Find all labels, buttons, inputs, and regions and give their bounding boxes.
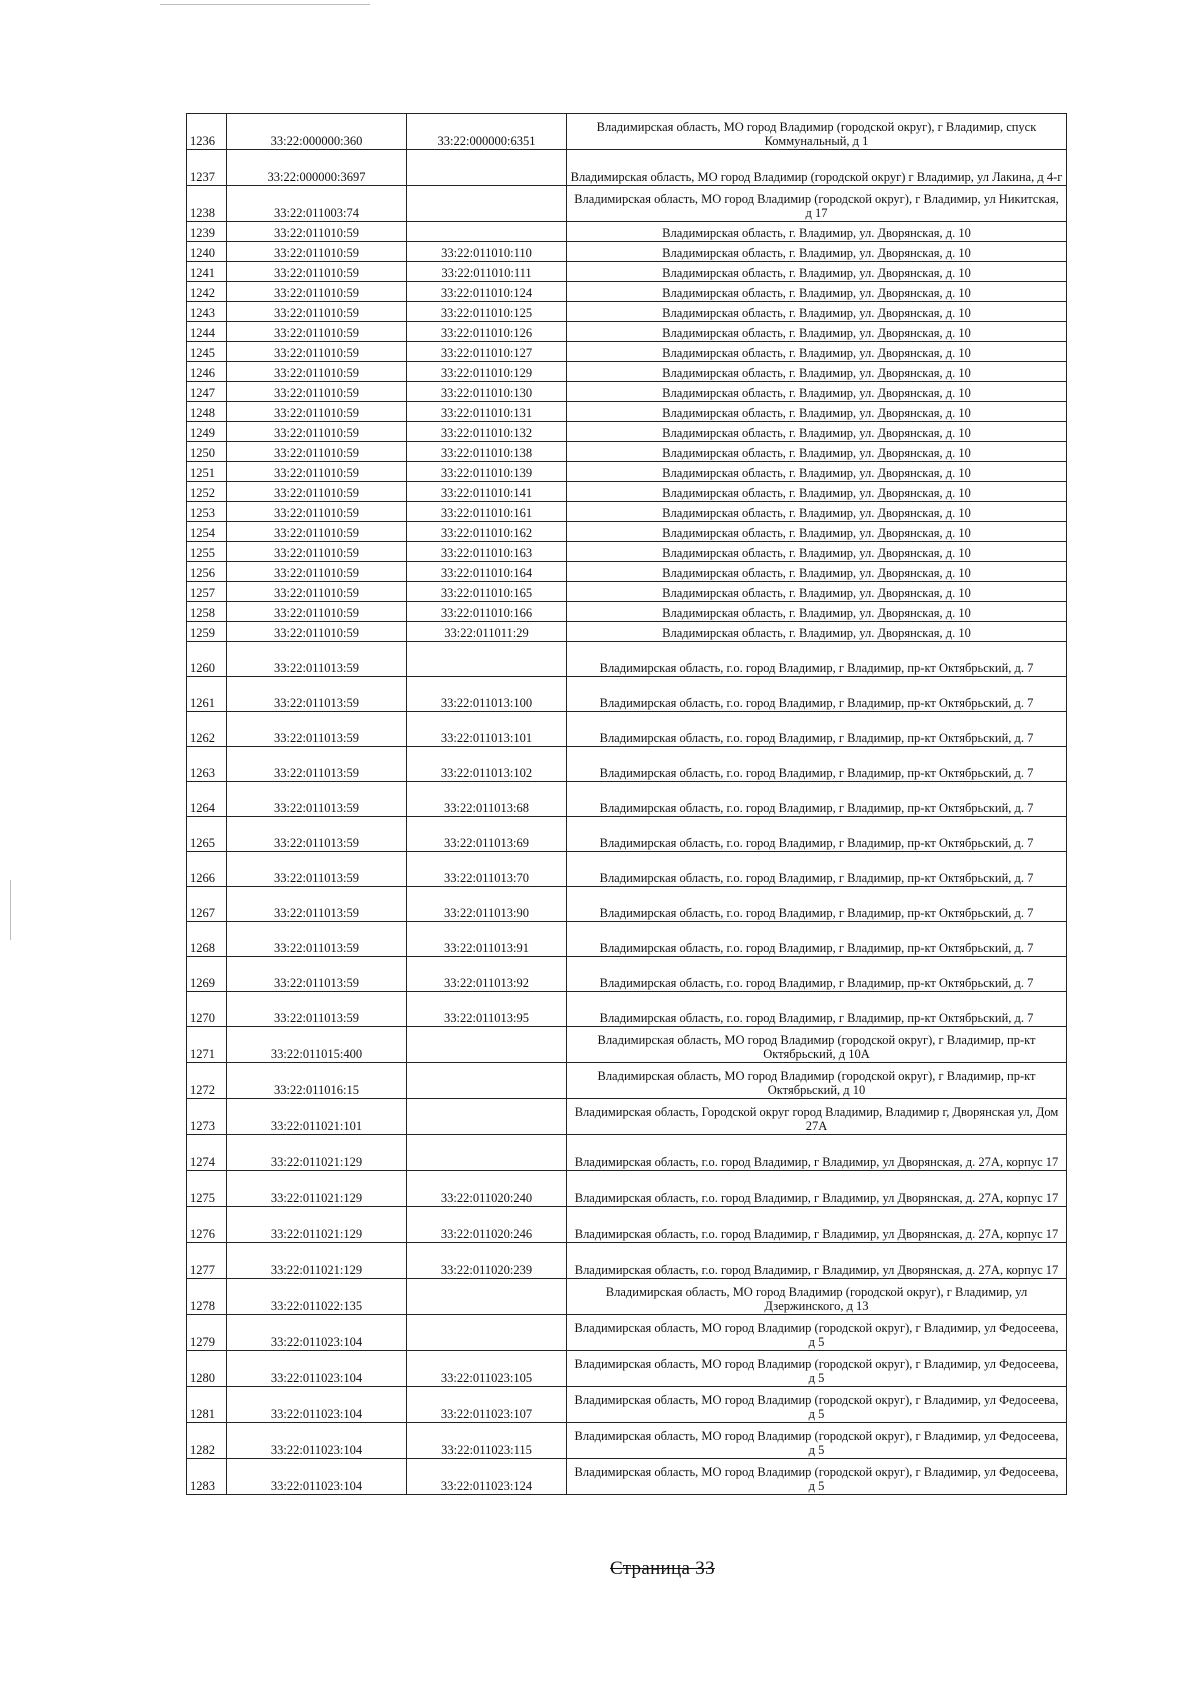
cadastral-number-cell: 33:22:011010:59	[227, 622, 407, 642]
cadastral-number-cell: 33:22:011013:59	[227, 957, 407, 992]
table-row	[187, 402, 1067, 422]
linked-cadastral-number-cell: 33:22:011010:138	[407, 442, 567, 462]
linked-cadastral-number-cell: 33:22:011010:163	[407, 542, 567, 562]
address-cell: Владимирская область, г. Владимир, ул. Дворянская, д. 10	[567, 482, 1067, 502]
address-cell: Владимирская область, г. Владимир, ул. Дворянская, д. 10	[567, 522, 1067, 542]
row-number-cell: 1236	[187, 114, 227, 150]
address-cell: Владимирская область, МО город Владимир (городской округ) г Владимир, ул Лакина, д 4-г	[567, 150, 1067, 186]
cadastral-number-cell: 33:22:011010:59	[227, 342, 407, 362]
linked-cadastral-number-cell: 33:22:011013:69	[407, 817, 567, 852]
cadastral-number-cell: 33:22:011010:59	[227, 402, 407, 422]
table-row	[187, 186, 1067, 222]
address-cell: Владимирская область, г. Владимир, ул. Дворянская, д. 10	[567, 402, 1067, 422]
address-cell: Владимирская область, г. Владимир, ул. Дворянская, д. 10	[567, 282, 1067, 302]
table-row	[187, 262, 1067, 282]
cadastral-number-cell: 33:22:011013:59	[227, 712, 407, 747]
linked-cadastral-number-cell: 33:22:011010:124	[407, 282, 567, 302]
table-row	[187, 462, 1067, 482]
row-number-cell: 1246	[187, 362, 227, 382]
cadastral-number-cell: 33:22:011013:59	[227, 922, 407, 957]
cadastral-number-cell: 33:22:011010:59	[227, 362, 407, 382]
address-cell: Владимирская область, г. Владимир, ул. Дворянская, д. 10	[567, 622, 1067, 642]
linked-cadastral-number-cell: 33:22:011010:127	[407, 342, 567, 362]
row-number-cell: 1281	[187, 1387, 227, 1423]
address-cell: Владимирская область, г.о. город Владимир, г Владимир, пр-кт Октябрьский, д. 7	[567, 782, 1067, 817]
row-number-cell: 1267	[187, 887, 227, 922]
row-number-cell: 1263	[187, 747, 227, 782]
linked-cadastral-number-cell: 33:22:011010:165	[407, 582, 567, 602]
linked-cadastral-number-cell: 33:22:011010:141	[407, 482, 567, 502]
row-number-cell: 1262	[187, 712, 227, 747]
table-row	[187, 1351, 1067, 1387]
linked-cadastral-number-cell	[407, 186, 567, 222]
address-cell: Владимирская область, г.о. город Владимир, г Владимир, пр-кт Октябрьский, д. 7	[567, 887, 1067, 922]
address-cell: Владимирская область, г. Владимир, ул. Дворянская, д. 10	[567, 582, 1067, 602]
linked-cadastral-number-cell: 33:22:011020:240	[407, 1171, 567, 1207]
cadastral-number-cell: 33:22:011010:59	[227, 302, 407, 322]
linked-cadastral-number-cell	[407, 1063, 567, 1099]
cadastral-number-cell: 33:22:011010:59	[227, 282, 407, 302]
row-number-cell: 1239	[187, 222, 227, 242]
table-row	[187, 622, 1067, 642]
linked-cadastral-number-cell: 33:22:011010:126	[407, 322, 567, 342]
table-row	[187, 362, 1067, 382]
row-number-cell: 1283	[187, 1459, 227, 1495]
cadastral-number-cell: 33:22:011021:129	[227, 1207, 407, 1243]
cadastral-number-cell: 33:22:011003:74	[227, 186, 407, 222]
linked-cadastral-number-cell: 33:22:011020:246	[407, 1207, 567, 1243]
cadastral-number-cell: 33:22:011021:129	[227, 1135, 407, 1171]
linked-cadastral-number-cell: 33:22:011023:115	[407, 1423, 567, 1459]
table-row	[187, 222, 1067, 242]
address-cell: Владимирская область, г.о. город Владимир, г Владимир, ул Дворянская, д. 27А, корпус 17	[567, 1135, 1067, 1171]
row-number-cell: 1238	[187, 186, 227, 222]
linked-cadastral-number-cell	[407, 1315, 567, 1351]
table-row	[187, 1207, 1067, 1243]
linked-cadastral-number-cell: 33:22:011023:105	[407, 1351, 567, 1387]
row-number-cell: 1253	[187, 502, 227, 522]
linked-cadastral-number-cell: 33:22:011010:130	[407, 382, 567, 402]
address-cell: Владимирская область, г. Владимир, ул. Дворянская, д. 10	[567, 342, 1067, 362]
address-cell: Владимирская область, г. Владимир, ул. Дворянская, д. 10	[567, 462, 1067, 482]
cadastral-number-cell: 33:22:011023:104	[227, 1387, 407, 1423]
address-cell: Владимирская область, г. Владимир, ул. Дворянская, д. 10	[567, 222, 1067, 242]
table-row	[187, 602, 1067, 622]
cadastral-number-cell: 33:22:011021:129	[227, 1171, 407, 1207]
cadastral-number-cell: 33:22:011013:59	[227, 642, 407, 677]
cadastral-number-cell: 33:22:011022:135	[227, 1279, 407, 1315]
row-number-cell: 1244	[187, 322, 227, 342]
address-cell: Владимирская область, г.о. город Владимир, г Владимир, ул Дворянская, д. 27А, корпус 17	[567, 1243, 1067, 1279]
linked-cadastral-number-cell	[407, 1135, 567, 1171]
linked-cadastral-number-cell	[407, 1279, 567, 1315]
linked-cadastral-number-cell: 33:22:011013:91	[407, 922, 567, 957]
address-cell: Владимирская область, г.о. город Владимир, г Владимир, пр-кт Октябрьский, д. 7	[567, 642, 1067, 677]
table-row	[187, 1099, 1067, 1135]
table-row	[187, 817, 1067, 852]
table-row	[187, 150, 1067, 186]
cadastral-number-cell: 33:22:011016:15	[227, 1063, 407, 1099]
cadastral-number-cell: 33:22:011013:59	[227, 852, 407, 887]
row-number-cell: 1271	[187, 1027, 227, 1063]
cadastral-number-cell: 33:22:011010:59	[227, 382, 407, 402]
registry-table	[186, 113, 1067, 1495]
address-cell: Владимирская область, МО город Владимир (городской округ), г Владимир, ул Никитская, д 17	[567, 186, 1067, 222]
address-cell: Владимирская область, МО город Владимир (городской округ), г Владимир, ул Федосеева, д 5	[567, 1387, 1067, 1423]
row-number-cell: 1280	[187, 1351, 227, 1387]
row-number-cell: 1270	[187, 992, 227, 1027]
address-cell: Владимирская область, МО город Владимир (городской округ), г Владимир, пр-кт Октябрьский, д 10А	[567, 1027, 1067, 1063]
table-row	[187, 1423, 1067, 1459]
linked-cadastral-number-cell: 33:22:011010:131	[407, 402, 567, 422]
table-row	[187, 1063, 1067, 1099]
cadastral-number-cell: 33:22:011010:59	[227, 602, 407, 622]
address-cell: Владимирская область, г.о. город Владимир, г Владимир, ул Дворянская, д. 27А, корпус 17	[567, 1171, 1067, 1207]
table-row	[187, 582, 1067, 602]
cadastral-number-cell: 33:22:011023:104	[227, 1351, 407, 1387]
address-cell: Владимирская область, г.о. город Владимир, г Владимир, пр-кт Октябрьский, д. 7	[567, 957, 1067, 992]
row-number-cell: 1252	[187, 482, 227, 502]
table-row	[187, 642, 1067, 677]
address-cell: Владимирская область, г.о. город Владимир, г Владимир, пр-кт Октябрьский, д. 7	[567, 747, 1067, 782]
table-row	[187, 322, 1067, 342]
linked-cadastral-number-cell: 33:22:011013:95	[407, 992, 567, 1027]
address-cell: Владимирская область, МО город Владимир (городской округ), г Владимир, ул Федосеева, д 5	[567, 1315, 1067, 1351]
row-number-cell: 1269	[187, 957, 227, 992]
table-row	[187, 382, 1067, 402]
cadastral-number-cell: 33:22:011015:400	[227, 1027, 407, 1063]
row-number-cell: 1274	[187, 1135, 227, 1171]
address-cell: Владимирская область, г.о. город Владимир, г Владимир, пр-кт Октябрьский, д. 7	[567, 852, 1067, 887]
cadastral-number-cell: 33:22:011010:59	[227, 462, 407, 482]
cadastral-number-cell: 33:22:011010:59	[227, 502, 407, 522]
row-number-cell: 1279	[187, 1315, 227, 1351]
table-row	[187, 1459, 1067, 1495]
cadastral-number-cell: 33:22:011013:59	[227, 992, 407, 1027]
linked-cadastral-number-cell: 33:22:011010:139	[407, 462, 567, 482]
cadastral-number-cell: 33:22:011010:59	[227, 262, 407, 282]
address-cell: Владимирская область, г.о. город Владимир, г Владимир, пр-кт Октябрьский, д. 7	[567, 922, 1067, 957]
cadastral-number-cell: 33:22:011010:59	[227, 482, 407, 502]
cadastral-number-cell: 33:22:011010:59	[227, 242, 407, 262]
row-number-cell: 1264	[187, 782, 227, 817]
row-number-cell: 1255	[187, 542, 227, 562]
address-cell: Владимирская область, г. Владимир, ул. Дворянская, д. 10	[567, 262, 1067, 282]
row-number-cell: 1268	[187, 922, 227, 957]
address-cell: Владимирская область, г. Владимир, ул. Дворянская, д. 10	[567, 242, 1067, 262]
address-cell: Владимирская область, г. Владимир, ул. Дворянская, д. 10	[567, 502, 1067, 522]
table-row	[187, 114, 1067, 150]
linked-cadastral-number-cell	[407, 1099, 567, 1135]
table-row	[187, 282, 1067, 302]
address-cell: Владимирская область, МО город Владимир (городской округ), г Владимир, ул Федосеева, д 5	[567, 1351, 1067, 1387]
cadastral-number-cell: 33:22:000000:3697	[227, 150, 407, 186]
cadastral-number-cell: 33:22:011010:59	[227, 442, 407, 462]
row-number-cell: 1250	[187, 442, 227, 462]
linked-cadastral-number-cell: 33:22:011011:29	[407, 622, 567, 642]
row-number-cell: 1248	[187, 402, 227, 422]
linked-cadastral-number-cell: 33:22:011010:164	[407, 562, 567, 582]
address-cell: Владимирская область, г. Владимир, ул. Дворянская, д. 10	[567, 422, 1067, 442]
linked-cadastral-number-cell: 33:22:011013:68	[407, 782, 567, 817]
linked-cadastral-number-cell: 33:22:011010:111	[407, 262, 567, 282]
linked-cadastral-number-cell	[407, 150, 567, 186]
cadastral-number-cell: 33:22:011013:59	[227, 677, 407, 712]
row-number-cell: 1265	[187, 817, 227, 852]
row-number-cell: 1277	[187, 1243, 227, 1279]
address-cell: Владимирская область, г. Владимир, ул. Дворянская, д. 10	[567, 322, 1067, 342]
address-cell: Владимирская область, МО город Владимир (городской округ), г Владимир, пр-кт Октябрьский, д 10	[567, 1063, 1067, 1099]
scan-mark-left-edge	[10, 880, 11, 940]
linked-cadastral-number-cell: 33:22:011013:100	[407, 677, 567, 712]
page-footer: Страница 33	[610, 1558, 715, 1579]
row-number-cell: 1237	[187, 150, 227, 186]
row-number-cell: 1243	[187, 302, 227, 322]
cadastral-number-cell: 33:22:011021:129	[227, 1243, 407, 1279]
linked-cadastral-number-cell: 33:22:000000:6351	[407, 114, 567, 150]
linked-cadastral-number-cell: 33:22:011013:70	[407, 852, 567, 887]
linked-cadastral-number-cell: 33:22:011023:124	[407, 1459, 567, 1495]
table-row	[187, 887, 1067, 922]
address-cell: Владимирская область, МО город Владимир (городской округ), г Владимир, ул Дзержинского, д 13	[567, 1279, 1067, 1315]
address-cell: Владимирская область, г. Владимир, ул. Дворянская, д. 10	[567, 382, 1067, 402]
cadastral-number-cell: 33:22:011013:59	[227, 887, 407, 922]
table-row	[187, 782, 1067, 817]
linked-cadastral-number-cell: 33:22:011010:161	[407, 502, 567, 522]
row-number-cell: 1251	[187, 462, 227, 482]
row-number-cell: 1245	[187, 342, 227, 362]
linked-cadastral-number-cell	[407, 642, 567, 677]
row-number-cell: 1240	[187, 242, 227, 262]
table-row	[187, 957, 1067, 992]
linked-cadastral-number-cell	[407, 222, 567, 242]
row-number-cell: 1273	[187, 1099, 227, 1135]
linked-cadastral-number-cell: 33:22:011013:101	[407, 712, 567, 747]
linked-cadastral-number-cell: 33:22:011013:102	[407, 747, 567, 782]
table-row	[187, 442, 1067, 462]
row-number-cell: 1261	[187, 677, 227, 712]
table-row	[187, 482, 1067, 502]
linked-cadastral-number-cell: 33:22:011020:239	[407, 1243, 567, 1279]
linked-cadastral-number-cell: 33:22:011013:92	[407, 957, 567, 992]
cadastral-number-cell: 33:22:011010:59	[227, 322, 407, 342]
row-number-cell: 1278	[187, 1279, 227, 1315]
row-number-cell: 1258	[187, 602, 227, 622]
row-number-cell: 1282	[187, 1423, 227, 1459]
row-number-cell: 1249	[187, 422, 227, 442]
table-row	[187, 747, 1067, 782]
cadastral-number-cell: 33:22:011023:104	[227, 1315, 407, 1351]
linked-cadastral-number-cell: 33:22:011013:90	[407, 887, 567, 922]
table-row	[187, 1387, 1067, 1423]
table-row	[187, 1027, 1067, 1063]
address-cell: Владимирская область, г.о. город Владимир, г Владимир, пр-кт Октябрьский, д. 7	[567, 677, 1067, 712]
row-number-cell: 1256	[187, 562, 227, 582]
table-row	[187, 522, 1067, 542]
table-row	[187, 1135, 1067, 1171]
cadastral-number-cell: 33:22:011010:59	[227, 222, 407, 242]
cadastral-number-cell: 33:22:011013:59	[227, 747, 407, 782]
cadastral-number-cell: 33:22:011023:104	[227, 1459, 407, 1495]
scan-mark-top-line	[160, 4, 370, 5]
cadastral-number-cell: 33:22:000000:360	[227, 114, 407, 150]
cadastral-number-cell: 33:22:011021:101	[227, 1099, 407, 1135]
address-cell: Владимирская область, МО город Владимир (городской округ), г Владимир, спуск Коммунальный, д 1	[567, 114, 1067, 150]
address-cell: Владимирская область, г. Владимир, ул. Дворянская, д. 10	[567, 542, 1067, 562]
cadastral-number-cell: 33:22:011010:59	[227, 422, 407, 442]
cadastral-number-cell: 33:22:011013:59	[227, 782, 407, 817]
row-number-cell: 1242	[187, 282, 227, 302]
table-row	[187, 242, 1067, 262]
row-number-cell: 1254	[187, 522, 227, 542]
table-row	[187, 422, 1067, 442]
cadastral-number-cell: 33:22:011010:59	[227, 542, 407, 562]
row-number-cell: 1260	[187, 642, 227, 677]
address-cell: Владимирская область, Городской округ город Владимир, Владимир г, Дворянская ул, Дом 27А	[567, 1099, 1067, 1135]
address-cell: Владимирская область, г.о. город Владимир, г Владимир, пр-кт Октябрьский, д. 7	[567, 817, 1067, 852]
row-number-cell: 1276	[187, 1207, 227, 1243]
address-cell: Владимирская область, г.о. город Владимир, г Владимир, ул Дворянская, д. 27А, корпус 17	[567, 1207, 1067, 1243]
linked-cadastral-number-cell: 33:22:011010:162	[407, 522, 567, 542]
cadastral-number-cell: 33:22:011013:59	[227, 817, 407, 852]
table-row	[187, 677, 1067, 712]
row-number-cell: 1247	[187, 382, 227, 402]
row-number-cell: 1257	[187, 582, 227, 602]
table-row	[187, 922, 1067, 957]
address-cell: Владимирская область, г. Владимир, ул. Дворянская, д. 10	[567, 562, 1067, 582]
table-row	[187, 1171, 1067, 1207]
table-row	[187, 712, 1067, 747]
table-row	[187, 852, 1067, 887]
cadastral-number-cell: 33:22:011010:59	[227, 522, 407, 542]
linked-cadastral-number-cell: 33:22:011010:132	[407, 422, 567, 442]
address-cell: Владимирская область, г.о. город Владимир, г Владимир, пр-кт Октябрьский, д. 7	[567, 992, 1067, 1027]
cadastral-number-cell: 33:22:011010:59	[227, 582, 407, 602]
linked-cadastral-number-cell	[407, 1027, 567, 1063]
row-number-cell: 1241	[187, 262, 227, 282]
address-cell: Владимирская область, МО город Владимир (городской округ), г Владимир, ул Федосеева, д 5	[567, 1423, 1067, 1459]
cadastral-number-cell: 33:22:011023:104	[227, 1423, 407, 1459]
row-number-cell: 1259	[187, 622, 227, 642]
table-row	[187, 302, 1067, 322]
table-row	[187, 542, 1067, 562]
table-row	[187, 1279, 1067, 1315]
table-row	[187, 992, 1067, 1027]
address-cell: Владимирская область, г. Владимир, ул. Дворянская, д. 10	[567, 302, 1067, 322]
table-row	[187, 1243, 1067, 1279]
linked-cadastral-number-cell: 33:22:011010:125	[407, 302, 567, 322]
table-row	[187, 342, 1067, 362]
linked-cadastral-number-cell: 33:22:011010:110	[407, 242, 567, 262]
table-row	[187, 562, 1067, 582]
row-number-cell: 1266	[187, 852, 227, 887]
address-cell: Владимирская область, г.о. город Владимир, г Владимир, пр-кт Октябрьский, д. 7	[567, 712, 1067, 747]
address-cell: Владимирская область, МО город Владимир (городской округ), г Владимир, ул Федосеева, д 5	[567, 1459, 1067, 1495]
linked-cadastral-number-cell: 33:22:011010:129	[407, 362, 567, 382]
linked-cadastral-number-cell: 33:22:011023:107	[407, 1387, 567, 1423]
linked-cadastral-number-cell: 33:22:011010:166	[407, 602, 567, 622]
address-cell: Владимирская область, г. Владимир, ул. Дворянская, д. 10	[567, 442, 1067, 462]
registry-table-body	[187, 114, 1067, 1495]
address-cell: Владимирская область, г. Владимир, ул. Дворянская, д. 10	[567, 602, 1067, 622]
row-number-cell: 1275	[187, 1171, 227, 1207]
table-row	[187, 502, 1067, 522]
row-number-cell: 1272	[187, 1063, 227, 1099]
address-cell: Владимирская область, г. Владимир, ул. Дворянская, д. 10	[567, 362, 1067, 382]
cadastral-number-cell: 33:22:011010:59	[227, 562, 407, 582]
table-row	[187, 1315, 1067, 1351]
